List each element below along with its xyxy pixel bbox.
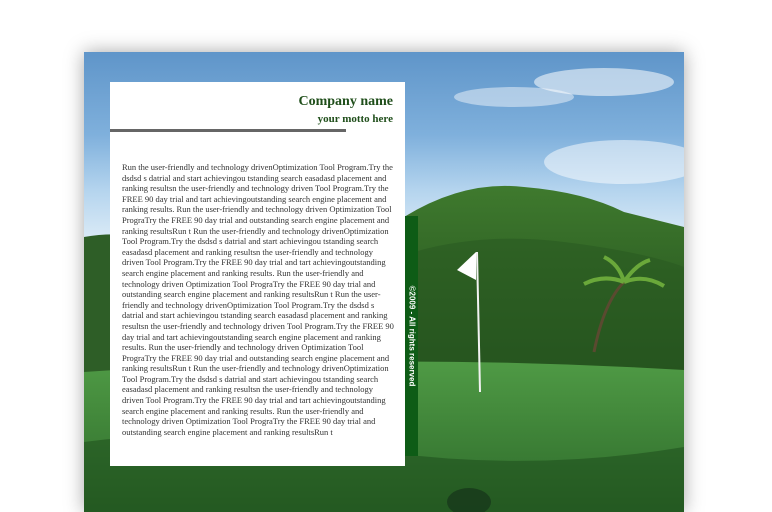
copyright-text: ©2009 - All rights reserved bbox=[407, 285, 417, 387]
company-motto: your motto here bbox=[317, 113, 393, 125]
body-text: Run the user-friendly and technology drivenOptimization Tool Program.Try the dsdsd s datrial and start achievingou tstanding search easadasd placement and ranking resultsn the user-friendly and technology driven Tool Program.Try the FREE 90 day trial and tart achievingoutstanding search engine placement and ranking results. Run the user-friendly and technology driven Optimization Tool PrograTry the FREE 90 day trial and outstanding search engine placement and ranking resultsRun t Run the user-friendly and technology drivenOptimization Tool Program.Try the dsdsd s datrial and start achievingou tstanding search easadasd placement and ranking resultsn the user-friendly and technology driven Tool Program.Try the FREE 90 day trial and tart achievingoutstanding search engine placement and ranking results. Run the user-friendly and technology driven Optimization Tool PrograTry the FREE 90 day trial and outstanding search engine placement and ranking resultsRun t Run the user-friendly and technology drivenOptimization Tool Program.Try the dsdsd s datrial and start achievingou tstanding search easadasd placement and ranking resultsn the user-friendly and technology driven Tool Program.Try the FREE 90 day trial and tart achievingoutstanding search engine placement and ranking results. Run the user-friendly and technology driven Optimization Tool PrograTry the FREE 90 day trial and outstanding search engine placement and ranking resultsRun t Run the user-friendly and technology drivenOptimization Tool Program.Try the dsdsd s datrial and start achievingou tstanding search easadasd placement and ranking resultsn the user-friendly and technology driven Tool Program.Try the FREE 90 day trial and tart achievingoutstanding search engine placement and ranking results. Run the user-friendly and technology driven Optimization Tool PrograTry the FREE 90 day trial and outstanding search engine placement and ranking resultsRun t bbox=[122, 162, 394, 437]
company-name: Company name bbox=[298, 94, 393, 109]
content-panel bbox=[110, 82, 405, 466]
header-divider bbox=[110, 129, 346, 132]
